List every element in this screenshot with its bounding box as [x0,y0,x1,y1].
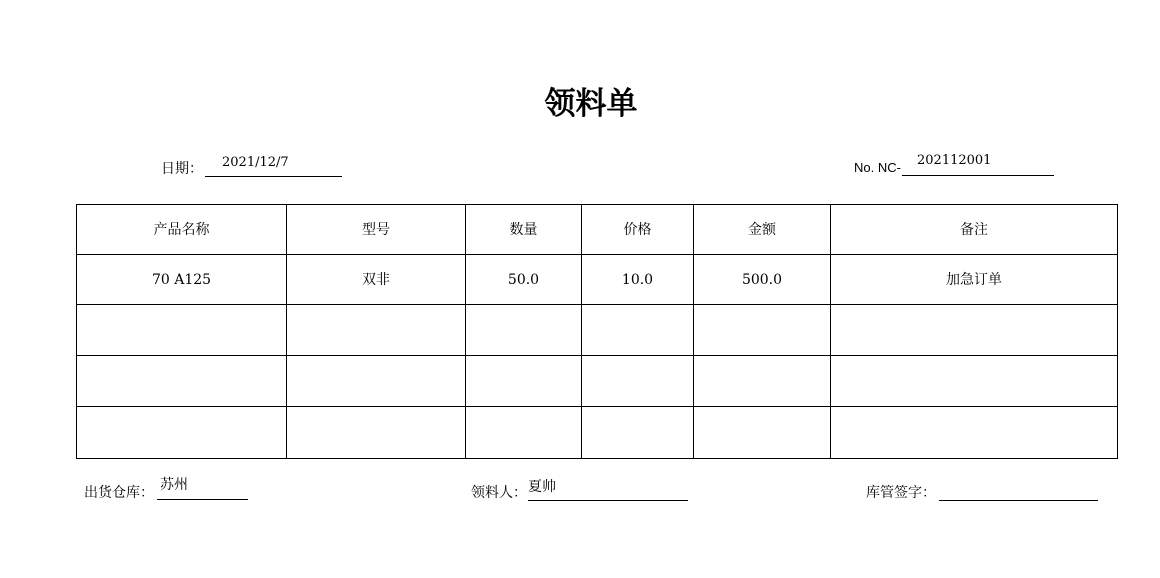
cell-product-name [77,305,287,356]
cell-remarks [831,305,1118,356]
cell-product-name: 70 A125 [77,255,287,305]
cell-quantity [466,356,582,407]
warehouse-label: 出货仓库： [84,485,154,501]
column-header-product-name: 产品名称 [77,205,287,255]
document-number-field [902,153,1054,176]
cell-quantity [466,305,582,356]
date-value: 2021/12/7 [222,155,289,170]
receiver-field [528,479,688,501]
cell-remarks [831,407,1118,459]
column-header-amount: 金额 [694,205,831,255]
requisition-table [76,204,1118,459]
cell-quantity: 50.0 [466,255,582,305]
document-number-value: 202112001 [917,153,992,168]
column-header-price: 价格 [582,205,694,255]
column-header-model: 型号 [287,205,466,255]
table-row [77,407,1118,459]
cell-price [582,407,694,459]
cell-product-name [77,356,287,407]
cell-amount: 500.0 [694,255,831,305]
cell-remarks [831,356,1118,407]
table-row [77,255,1118,305]
cell-model [287,305,466,356]
cell-amount [694,407,831,459]
document-number-label: No. NC- [854,160,901,175]
cell-price: 10.0 [582,255,694,305]
date-label: 日期： [161,161,203,177]
document-title: 领料单 [544,86,638,122]
cell-price [582,356,694,407]
warehouse-field [157,477,248,500]
column-header-remarks: 备注 [831,205,1118,255]
receiver-label: 领料人： [471,485,527,501]
cell-quantity [466,407,582,459]
cell-model: 双非 [287,255,466,305]
keeper-signature-field [939,482,1098,501]
cell-product-name [77,407,287,459]
cell-amount [694,356,831,407]
receiver-value: 夏帅 [528,479,556,495]
warehouse-value: 苏州 [160,477,188,493]
table-row [77,305,1118,356]
cell-price [582,305,694,356]
cell-remarks: 加急订单 [831,255,1118,305]
cell-model [287,407,466,459]
cell-model [287,356,466,407]
table-row [77,356,1118,407]
table-header-row [77,205,1118,255]
cell-amount [694,305,831,356]
column-header-quantity: 数量 [466,205,582,255]
date-field [205,155,342,177]
keeper-signature-label: 库管签字： [866,485,936,501]
